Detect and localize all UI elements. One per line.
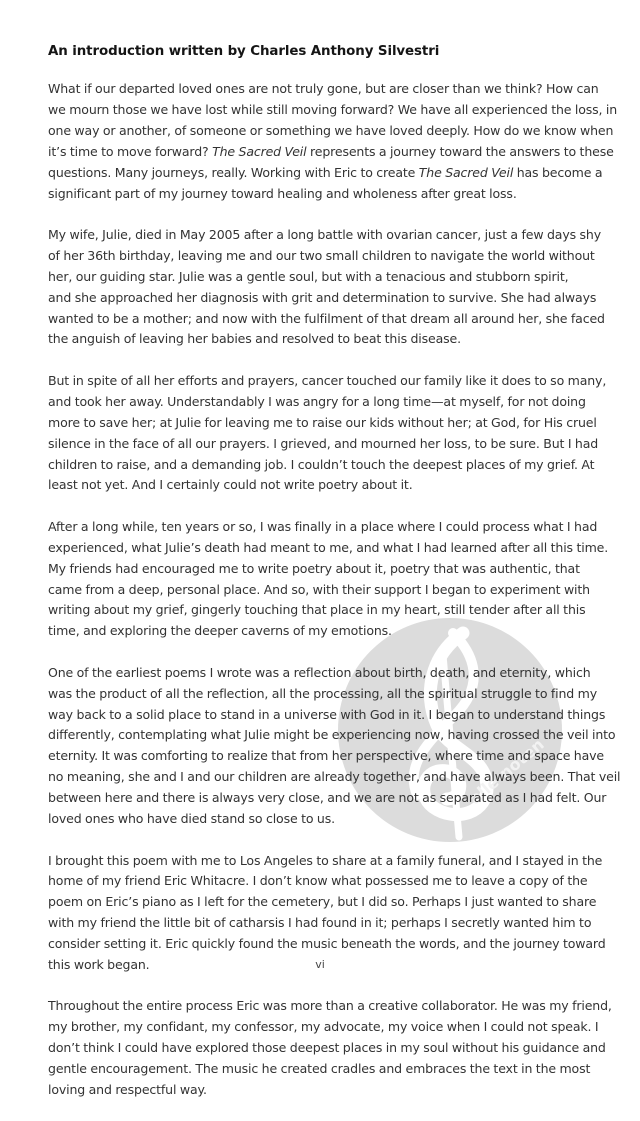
- text-line: way back to a solid place to stand in a universe with God in it. I began to understand things: [48, 706, 606, 722]
- page-title: An introduction written by Charles Anthony Silvestri: [48, 44, 440, 59]
- text-line: and took her away. Understandably I was angry for a long time—at myself, for not doing: [48, 393, 586, 409]
- body-text: [48, 79, 621, 1101]
- text-line: between here and there is always very close, and we are not as separated as I had felt. Our: [48, 790, 607, 806]
- book-title: The Sacred Veil: [418, 164, 514, 180]
- paragraph: [48, 79, 618, 204]
- text-line: of her 36th birthday, leaving me and our two small children to navigate the world without: [48, 247, 595, 263]
- paragraph: [48, 851, 608, 976]
- text-line: gentle encouragement. The music he created cradles and embraces the text in the most: [48, 1061, 591, 1077]
- text-line: loving and respectful way.: [48, 1082, 207, 1098]
- text-line: loved ones who have died stand so close to us.: [48, 811, 335, 827]
- text-line: After a long while, ten years or so, I was finally in a place where I could process what I had: [48, 518, 598, 534]
- paragraph: [48, 225, 608, 350]
- text-line: But in spite of all her efforts and prayers, cancer touched our family like it does to so many,: [48, 372, 607, 388]
- text-line: was the product of all the reflection, all the processing, all the spiritual struggle to find my: [48, 685, 597, 701]
- text-line: with my friend the little bit of catharsis I had found in it; perhaps I secretly wanted him to: [48, 915, 592, 931]
- document-page: [48, 42, 621, 1121]
- text-line: One of the earliest poems I wrote was a reflection about birth, death, and eternity, which: [48, 664, 591, 680]
- text-line: What if our departed loved ones are not truly gone, but are closer than we think? How can: [48, 81, 599, 96]
- text-line: no meaning, she and I and our children are already together, and have always been. That veil: [48, 769, 621, 785]
- text-line: questions. Many journeys, really. Working with Eric to create The Sacred Veil has become a: [48, 164, 603, 180]
- text-line: silence in the face of all our prayers. I grieved, and mourned her loss, to be sure. But I had: [48, 435, 599, 451]
- text-line: time, and exploring the deeper caverns of my emotions.: [48, 623, 392, 639]
- text-line: my brother, my confidant, my confessor, my advocate, my voice when I could not speak. I: [48, 1019, 599, 1035]
- text-line: more to save her; at Julie for leaving me to raise our kids without her; at God, for His cruel: [48, 414, 597, 430]
- text-line: experienced, what Julie’s death had meant to me, and what I had learned after all this time.: [48, 539, 609, 555]
- text-line: differently, contemplating what Julie might be experiencing now, having crossed the veil into: [48, 727, 616, 743]
- text-line: poem on Eric’s piano as I left for the cemetery, but I did so. Perhaps I just wanted to share: [48, 894, 597, 910]
- text-line: writing about my grief, gingerly touching that place in my heart, still tender after all this: [48, 602, 586, 618]
- text-line: don’t think I could have explored those deepest places in my soul without his guidance and: [48, 1040, 606, 1056]
- text-line: the anguish of leaving her babies and resolved to beat this disease.: [48, 331, 461, 347]
- book-title: The Sacred Veil: [212, 143, 307, 159]
- text-line: I brought this poem with me to Los Angeles to share at a family funeral, and I stayed in the: [48, 852, 603, 868]
- text-line: and she approached her diagnosis with grit and determination to survive. She had always: [48, 289, 597, 305]
- text-line: significant part of my journey toward healing and wholeness after great loss.: [48, 185, 517, 201]
- paragraph: [48, 517, 608, 642]
- text-line: this work began.: [48, 957, 150, 973]
- paragraph: [48, 663, 621, 830]
- text-line: we mourn those we have lost while still moving forward? We have all experienced the loss, in: [48, 101, 618, 117]
- text-line: her, our guiding star. Julie was a gentle soul, but with a tenacious and stubborn spirit,: [48, 268, 569, 284]
- text-line: least not yet. And I certainly could not write poetry about it.: [48, 477, 413, 493]
- paragraph: [48, 371, 608, 496]
- text-line: one way or another, of someone or something we have loved deeply. How do we know when: [48, 122, 614, 138]
- paragraph: [48, 996, 612, 1101]
- watermark-text: alle-noten: [465, 734, 548, 809]
- text-line: consider setting it. Eric quickly found the music beneath the words, and the journey toward: [48, 936, 606, 952]
- text-line: it’s time to move forward? The Sacred Veil represents a journey toward the answers to these: [48, 143, 614, 159]
- text-line: home of my friend Eric Whitacre. I don’t know what possessed me to leave a copy of the: [48, 873, 588, 889]
- text-line: eternity. It was comforting to realize that from her perspective, where time and space have: [48, 748, 604, 764]
- text-line: My friends had encouraged me to write poetry about it, poetry that was authentic, that: [48, 560, 580, 576]
- text-line: My wife, Julie, died in May 2005 after a long battle with ovarian cancer, just a few days shy: [48, 226, 601, 242]
- page-number: vi: [315, 958, 325, 971]
- text-line: Throughout the entire process Eric was more than a creative collaborator. He was my friend,: [48, 998, 612, 1014]
- text-line: came from a deep, personal place. And so, with their support I began to experiment with: [48, 581, 590, 597]
- text-line: wanted to be a mother; and now with the fulfilment of that dream all around her, she faced: [48, 310, 605, 326]
- text-line: children to raise, and a demanding job. I couldn’t touch the deepest places of my grief. At: [48, 456, 595, 472]
